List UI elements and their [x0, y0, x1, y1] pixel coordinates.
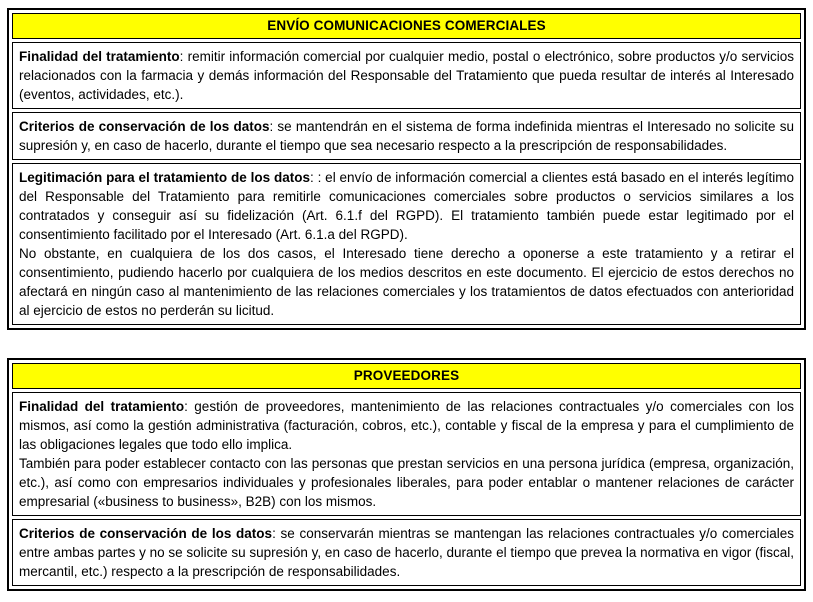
row-text: : se conservarán mientras se mantengan las relaciones contractuales y/o comerciales entre ambas partes y no se solicite su supresión y, en caso de hacerlo, durante el tiempo que prevea la normativa en vigor (fiscal, mercantil, etc.) respecto a la prescripción de responsabilidades.: [19, 526, 795, 579]
row-label: Criterios de conservación de los datos: [19, 526, 273, 541]
row-criterios-conservacion: [12, 112, 801, 160]
table-row: [12, 42, 801, 109]
table-envio-comunicaciones-comerciales: [7, 8, 806, 330]
row-legitimacion-tratamiento: [12, 163, 801, 325]
table-proveedores: [7, 358, 806, 591]
row-finalidad-tratamiento: [12, 392, 801, 516]
row-finalidad-tratamiento: [12, 42, 801, 109]
row-label: Finalidad del tratamiento: [19, 49, 180, 64]
row-text: : : el envío de información comercial a clientes está basado en el interés legítimo del Responsable del Tratamiento para remitirle comunicaciones comerciales sobre productos o servicios similares a los contratados y conseguir así su fidelización (Art. 6.1.f del RGPD). El tratamiento también puede estar legitimado por el consentimiento facilitado por el Interesado (Art. 6.1.a del RGPD).: [19, 170, 794, 242]
table-header-row: [12, 363, 801, 389]
table-row: [12, 163, 801, 325]
row-label: Criterios de conservación de los datos: [19, 119, 270, 134]
row-text-paragraph-2: No obstante, en cualquiera de los dos casos, el Interesado tiene derecho a oponerse a este tratamiento y a retirar el consentimiento, pudiendo hacerlo por cualquiera de los medios descritos en este documento. El ejercicio de estos derechos no afectará en ningún caso al mantenimiento de las relaciones comerciales y los tratamientos de datos efectuados con anterioridad al ejercicio de estos no perderán su licitud.: [19, 246, 794, 318]
row-label: Legitimación para el tratamiento de los datos: [19, 170, 310, 185]
table-row: [12, 392, 801, 516]
table-row: [12, 112, 801, 160]
row-text: : gestión de proveedores, mantenimiento de las relaciones contractuales y/o comerciales con los mismos, así como la gestión administrativa (facturación, cobros, etc.), contable y fiscal de la empresa y para el cumplimiento de las obligaciones legales que todo ello implica.: [19, 399, 794, 452]
table-title-envio-comunicaciones: ENVÍO COMUNICACIONES COMERCIALES: [12, 13, 801, 39]
table-title-proveedores: PROVEEDORES: [12, 363, 801, 389]
table-header-row: [12, 13, 801, 39]
row-text: : se mantendrán en el sistema de forma indefinida mientras el Interesado no solicite su supresión y, en caso de hacerlo, durante el tiempo que sea necesario respecto a la prescripción de responsabilidades.: [19, 119, 794, 153]
row-text: : remitir información comercial por cualquier medio, postal o electrónico, sobre productos y/o servicios relacionados con la farmacia y demás información del Responsable del Tratamiento que pueda resultar de interés al Interesado (eventos, actividades, etc.).: [19, 49, 794, 102]
row-criterios-conservacion: [12, 519, 801, 586]
row-label: Finalidad del tratamiento: [19, 399, 185, 414]
table-row: [12, 519, 801, 586]
row-text-paragraph-2: También para poder establecer contacto con las personas que prestan servicios en una persona jurídica (empresa, organización, etc.), así como con empresarios individuales y profesionales liberales, para poder entablar o mantener relaciones de carácter empresarial («business to business», B2B) con los mismos.: [19, 456, 794, 509]
